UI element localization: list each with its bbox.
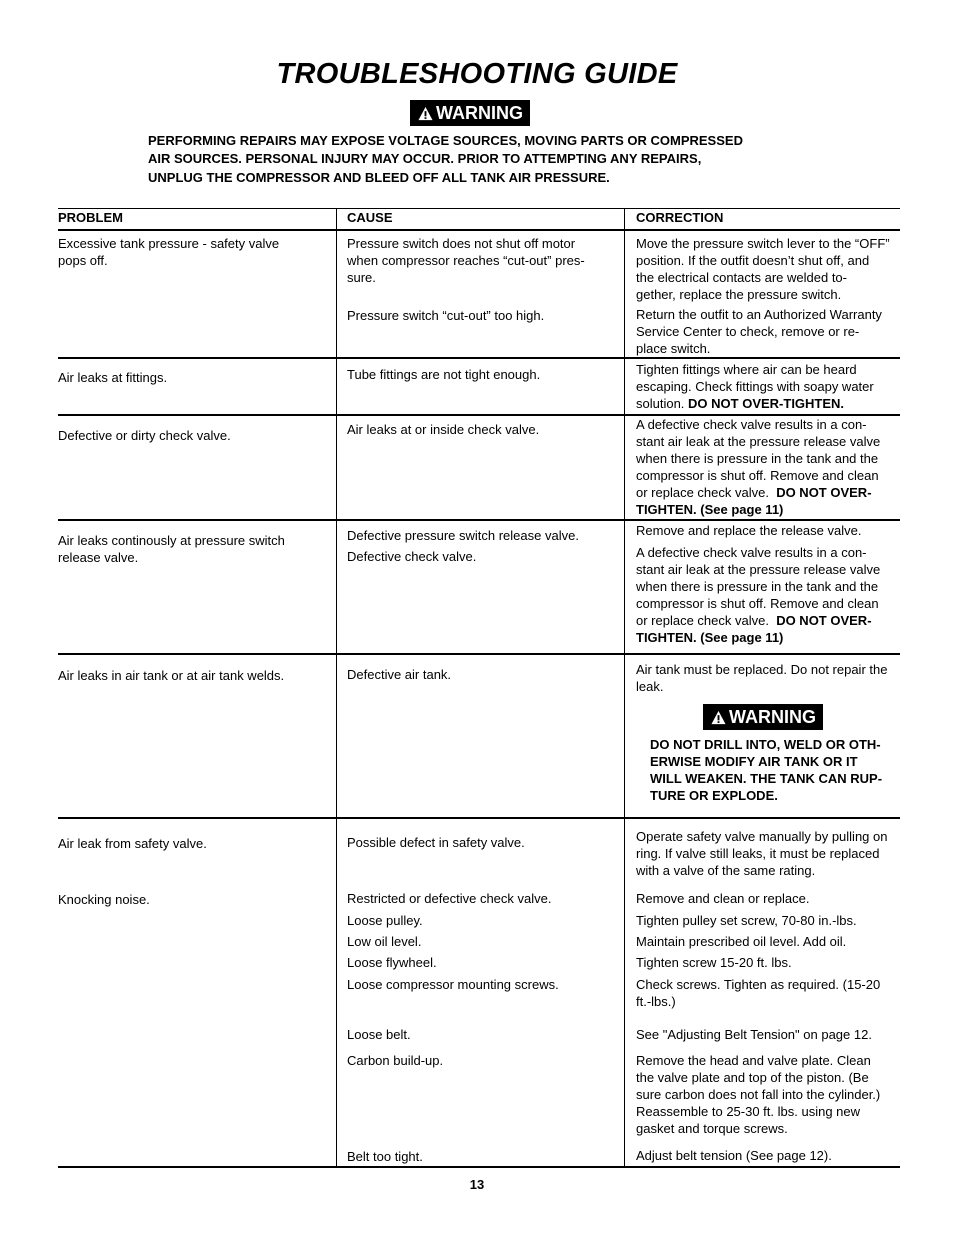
header-rule (58, 229, 900, 231)
row-divider (58, 519, 900, 521)
tank-warning-text: DO NOT DRILL INTO, WELD OR OTH- ERWISE MODIFY AIR TANK OR IT WILL WEAKEN. THE TANK CAN RUP- TURE OR EXPLODE. (650, 737, 883, 803)
correction-cell: A defective check valve results in a con- stant air leak at the pressure release valve when there is pressure in the tank and the compressor is shut off. Remove and clean or replace check valve. DO NOT OVER- TIGHTEN. (See page 11) (636, 417, 881, 517)
problem-cell: Knocking noise. (58, 892, 150, 907)
tank-warning-badge (703, 704, 823, 730)
cause-cell: Defective check valve. (347, 549, 477, 564)
cause-cell: Defective air tank. (347, 667, 452, 682)
row-divider (58, 817, 900, 819)
correction-cell: Tighten screw 15-20 ft. lbs. (636, 955, 792, 970)
column-divider (336, 208, 337, 1168)
warning-triangle-icon (711, 710, 726, 725)
correction-cell: Remove and clean or replace. (636, 891, 810, 906)
cause-cell: Pressure switch does not shut off motor when compressor reaches “cut-out” pres- sure. (347, 236, 585, 285)
correction-cell: Remove the head and valve plate. Clean the valve plate and top of the piston. (Be sure carbon does not fall into the cylinder.) Reassemble to 25-30 ft. lbs. using new gasket and torque screws. (636, 1053, 881, 1136)
warning-line: AIR SOURCES. PERSONAL INJURY MAY OCCUR. PRIOR TO ATTEMPTING ANY REPAIRS, (148, 150, 702, 166)
table-bottom-rule (58, 1166, 900, 1168)
cause-cell: Belt too tight. (347, 1149, 423, 1164)
warning-label: WARNING (729, 707, 816, 727)
correction-cell: Maintain prescribed oil level. Add oil. (636, 934, 847, 949)
warning-text (148, 132, 816, 187)
correction-cell: A defective check valve results in a con- stant air leak at the pressure release valve when there is pressure in the tank and the compressor is shut off. Remove and clean or replace check valve. DO NOT OVER- TIGHTEN. (See page 11) (636, 545, 881, 645)
problem-cell: Air leak from safety valve. (58, 836, 207, 851)
page-title: TROUBLESHOOTING GUIDE (276, 58, 678, 90)
cause-cell: Loose belt. (347, 1027, 411, 1042)
correction-cell: Adjust belt tension (See page 12). (636, 1148, 832, 1163)
warning-triangle-icon (418, 106, 433, 121)
correction-cell: Tighten fittings where air can be heard escaping. Check fittings with soapy water solution. DO NOT OVER-TIGHTEN. (636, 362, 874, 411)
cause-cell: Defective pressure switch release valve. (347, 528, 579, 543)
cause-cell: Possible defect in safety valve. (347, 835, 525, 850)
problem-cell: Air leaks in air tank or at air tank welds. (58, 668, 285, 683)
cause-cell: Tube fittings are not tight enough. (347, 367, 541, 382)
correction-cell: Operate safety valve manually by pulling on ring. If valve still leaks, it must be replaced with a valve of the same rating. (636, 829, 888, 878)
warning-line: PERFORMING REPAIRS MAY EXPOSE VOLTAGE SOURCES, MOVING PARTS OR COMPRESSED (148, 133, 743, 148)
cause-cell: Air leaks at or inside check valve. (347, 422, 540, 437)
warning-badge (410, 100, 530, 126)
problem-cell: Air leaks continously at pressure switch release valve. (58, 533, 285, 565)
warning-line: UNPLUG THE COMPRESSOR AND BLEED OFF ALL TANK AIR PRESSURE. (148, 170, 610, 185)
problem-cell: Defective or dirty check valve. (58, 428, 231, 443)
column-divider (624, 208, 625, 1168)
cause-cell: Loose pulley. (347, 913, 423, 928)
problem-cell: Excessive tank pressure - safety valve pops off. (58, 236, 280, 268)
correction-cell: Check screws. Tighten as required. (15-20 ft.-lbs.) (636, 977, 881, 1009)
cause-cell: Low oil level. (347, 934, 422, 949)
problem-cell: Air leaks at fittings. (58, 370, 168, 385)
correction-cell: Tighten pulley set screw, 70-80 in.-lbs. (636, 913, 857, 928)
cause-cell: Pressure switch “cut-out” too high. (347, 308, 545, 323)
correction-cell: Move the pressure switch lever to the “OFF” position. If the outfit doesn’t shut off, and the electrical contacts are welded to- gether, replace the pressure switch. (636, 236, 890, 302)
page-number: 13 (469, 1177, 485, 1192)
correction-cell: Air tank must be replaced. Do not repair the leak. (636, 662, 888, 694)
row-divider (58, 653, 900, 655)
correction-cell: See "Adjusting Belt Tension" on page 12. (636, 1027, 872, 1042)
header-cause: CAUSE (347, 210, 393, 225)
warning-label: WARNING (436, 103, 523, 123)
cause-cell: Loose flywheel. (347, 955, 437, 970)
correction-cell: Return the outfit to an Authorized Warranty Service Center to check, remove or re- place switch. (636, 307, 882, 356)
table-top-rule (58, 208, 900, 209)
cause-cell: Loose compressor mounting screws. (347, 977, 559, 992)
cause-cell: Carbon build-up. (347, 1053, 444, 1068)
row-divider (58, 357, 900, 359)
correction-cell: Remove and replace the release valve. (636, 523, 862, 538)
cause-cell: Restricted or defective check valve. (347, 891, 552, 906)
header-problem: PROBLEM (58, 210, 123, 225)
header-correction: CORRECTION (636, 210, 724, 225)
